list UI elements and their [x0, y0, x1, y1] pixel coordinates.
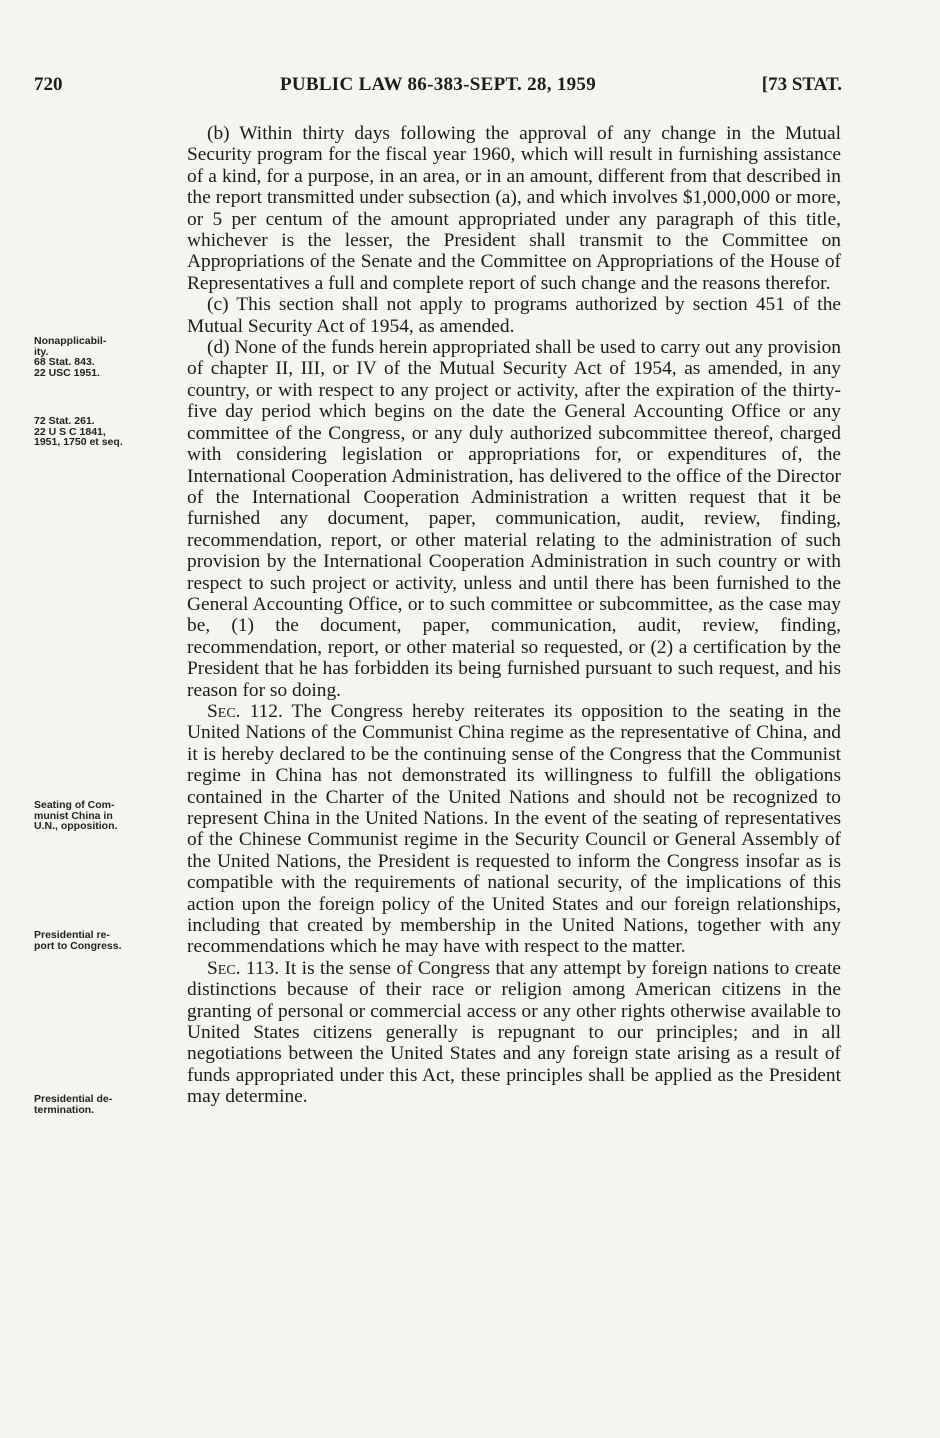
margin-note-line: Presidential de-	[34, 1093, 113, 1105]
section-113-text: It is the sense of Congress that any attempt by foreign nations to create distinctions because of their race or religion among American citizens in the granting of personal or commercial access or any other rights otherwise available to United States citizens generally is repugnant to our principles; and in all negotiations between the United States and any foreign state arising as a result of funds appropriated under this Act, these principles shall be applied as the President may determine.	[187, 957, 841, 1108]
body-text	[187, 123, 841, 1108]
margin-note-stat-ref	[34, 416, 180, 448]
margin-note-line: U.N., opposition.	[34, 820, 118, 832]
margin-note-line: 68 Stat. 843.	[34, 356, 95, 368]
margin-note-line: termination.	[34, 1103, 95, 1116]
page-title: PUBLIC LAW 86-383-SEPT. 28, 1959	[279, 74, 597, 95]
running-header	[34, 74, 842, 106]
margin-note-line: Presidential re-	[34, 929, 110, 941]
section-112-text: The Congress hereby reiterates its opposition to the seating in the United Nations of the Communist China regime as the representative of China, and it is hereby declared to be the continuing sense of the Congress that the Communist regime in China has not demonstrated its willingness to fulfill the obligations contained in the Charter of the United Nations and should not be recognized to represent China in the United Nations. In the event of the seating of representatives of the Chinese Communist regime in the Security Council or General Assembly of the United Nations, the President is requested to inform the Congress insofar as is compatible with the requirements of national security, of the implications of this action upon the foreign policy of the United States and our foreign relationships, including that created by membership in the United Nations, together with any recommendations which he may have with respect to the matter.	[187, 700, 841, 958]
section-112-label: Sec. 112.	[207, 700, 283, 722]
paragraph-d: (d) None of the funds herein appropriated shall be used to carry out any provision of chapter II, III, or IV of the Mutual Security Act of 1954, as amended, in any country, or with respect to any project or activity, after the expiration of the thirty-five day period which begins on the date the General Accounting Office or any committee of the Congress, or any duly authorized subcommittee thereof, charged with considering legislation or appropriations for, or expenditures of, the International Cooperation Administration, has delivered to the office of the Director of the International Cooperation Administration a written request that it be furnished any document, paper, communication, audit, review, finding, recommendation, report, or other material relating to the administration of such provision by the International Cooperation Administration in such country or with respect to such project or activity, unless and until there has been furnished to the General Accounting Office, or to such committee or subcommittee, as the case may be, (1) the document, paper, communication, audit, review, finding, recommendation, report, or other material so requested, or (2) a certification by the President that he has forbidden its being furnished pursuant to such request, and his reason for so doing.	[187, 337, 841, 701]
margin-note-nonapplicability	[34, 336, 180, 378]
margin-note-line: munist China in	[34, 809, 113, 822]
section-112	[187, 701, 841, 958]
margin-note-line: 22 USC 1951.	[34, 366, 100, 379]
margin-note-line: 72 Stat. 261.	[34, 415, 95, 427]
margin-note-line: port to Congress.	[34, 939, 122, 952]
margin-note-line: Seating of Com-	[34, 799, 115, 811]
margin-note-presidential-determination	[34, 1094, 180, 1115]
paragraph-c: (c) This section shall not apply to programs authorized by section 451 of the Mutual Security Act of 1954, as amended.	[187, 294, 841, 337]
margin-note-seating-china	[34, 800, 180, 832]
margin-note-line: 1951, 1750 et seq.	[34, 436, 123, 448]
page-number: 720	[34, 74, 63, 95]
margin-note-line: Nonapplicabil-	[34, 335, 107, 347]
section-113-label: Sec. 113.	[207, 957, 280, 979]
margin-note-line: ity.	[34, 345, 49, 358]
statute-reference: [73 STAT.	[761, 74, 842, 95]
section-113	[187, 958, 841, 1108]
margin-note-line: 22 U S C 1841,	[34, 425, 106, 438]
paragraph-b: (b) Within thirty days following the approval of any change in the Mutual Security program for the fiscal year 1960, which will result in furnishing assistance of a kind, for a purpose, in an area, or in an amount, different from that described in the report transmitted under subsection (a), and which involves $1,000,000 or more, or 5 per centum of the amount appropriated under any paragraph of this title, whichever is the lesser, the President shall transmit to the Committee on Appropriations of the Senate and the Committee on Appropriations of the House of Representatives a full and complete report of such change and the reasons therefor.	[187, 123, 841, 294]
margin-note-presidential-report	[34, 930, 180, 951]
